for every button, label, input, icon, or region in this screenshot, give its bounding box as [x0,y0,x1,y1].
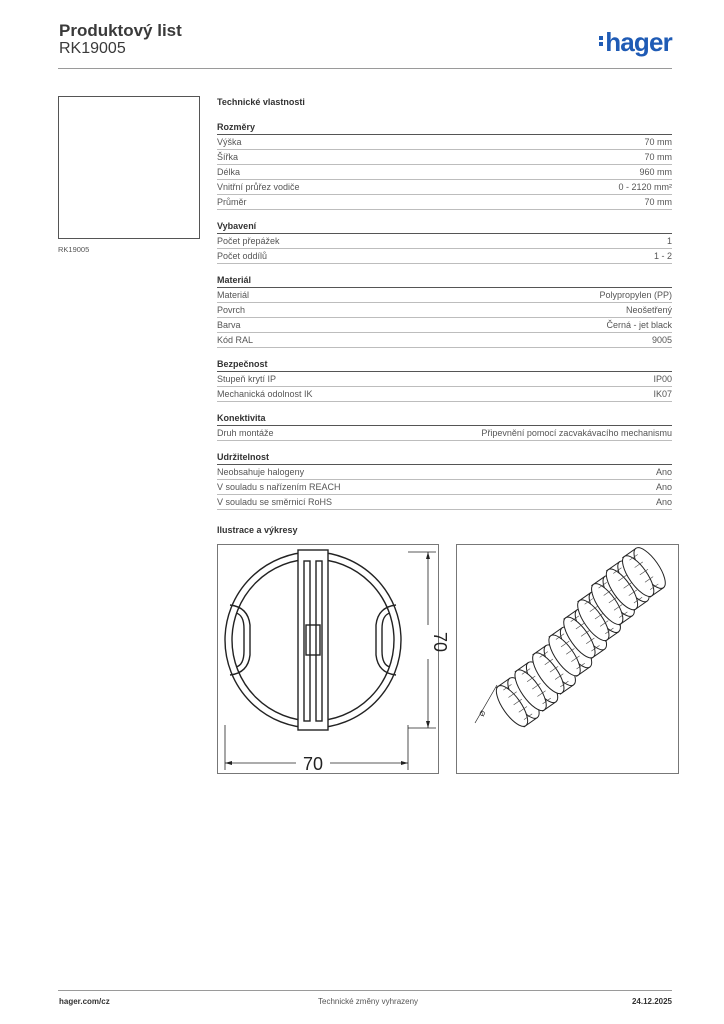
spec-group [217,220,672,264]
spec-row [217,180,672,195]
arrow-top [426,552,430,559]
spec-label: V souladu se směrnicí RoHS [217,497,333,507]
spec-label: Materiál [217,290,250,300]
spec-value: Ano [655,482,672,492]
illustrations-heading: Ilustrace a výkresy [217,525,298,535]
spec-value: 1 [666,236,672,246]
spec-value: Ano [655,497,672,507]
spec-row [217,426,672,441]
spec-label: Stupeň krytí IP [217,374,277,384]
hager-logo [599,27,672,58]
header-divider [58,68,672,69]
right-clip-inner [382,613,390,667]
dim-diameter-label: Ø [478,709,488,718]
cross-section-drawing [217,544,450,774]
arrow-right [401,761,408,765]
spec-row [217,387,672,402]
spec-row [217,165,672,180]
left-clip-inner [236,613,244,667]
photo-caption: RK19005 [58,245,90,254]
spec-row [217,195,672,210]
arrow-bottom [426,721,430,728]
spec-group-title: Bezpečnost [217,358,672,372]
spec-value: 70 mm [644,137,672,147]
spec-value: IK07 [653,389,672,399]
spec-value: 70 mm [644,197,672,207]
product-photo [58,96,200,239]
spec-label: Povrch [217,305,246,315]
spiral-perspective-drawing [456,544,679,774]
spec-row [217,288,672,303]
spec-label: Výška [217,137,242,147]
footer-divider [58,990,672,991]
spec-value: 960 mm [639,167,672,177]
spec-label: Vnitřní průřez vodiče [217,182,300,192]
spec-row [217,480,672,495]
spec-row [217,234,672,249]
footer-website[interactable]: hager.com/cz [59,997,110,1006]
spiral-svg [457,545,678,773]
footer-date: 24.12.2025 [631,997,672,1006]
spec-value: 9005 [651,335,672,345]
spec-value: Černá - jet black [606,320,672,330]
spec-label: Druh montáže [217,428,274,438]
spec-value: IP00 [653,374,672,384]
spec-row [217,318,672,333]
spec-label: Kód RAL [217,335,254,345]
spec-group-title: Udržitelnost [217,451,672,465]
spec-value: 70 mm [644,152,672,162]
spec-row [217,372,672,387]
spec-heading: Technické vlastnosti [217,97,305,107]
spec-group-title: Rozměry [217,121,672,135]
spec-label: Šířka [217,152,239,162]
spec-row [217,150,672,165]
spec-label: Počet oddílů [217,251,268,261]
cross-section-svg [218,545,450,774]
spec-value: Připevnění pomocí zacvakávacího mechanismu [481,428,672,438]
spec-value: Polypropylen (PP) [599,290,672,300]
spec-row [217,495,672,510]
spec-table [217,96,672,520]
logo-dots-icon [599,34,603,48]
spec-label: Mechanická odolnost IK [217,389,313,399]
dim-width-label: 70 [302,754,324,774]
spec-group [217,274,672,348]
spec-row [217,333,672,348]
page-title: Produktový list [59,21,182,40]
spec-value: Neošetřený [625,305,672,315]
dim-height-label: 70 [430,631,450,653]
footer-note: Technické změny vyhrazeny [318,997,419,1006]
spec-group-title: Materiál [217,274,672,288]
spec-value: Ano [655,467,672,477]
logo-text: hager [605,27,672,57]
spec-row [217,465,672,480]
divider-wall [298,550,328,730]
spec-row [217,303,672,318]
spec-group-title: Konektivita [217,412,672,426]
spec-row [217,249,672,264]
spec-label: Počet přepážek [217,236,280,246]
spec-group [217,358,672,402]
spec-group [217,121,672,210]
spec-label: V souladu s nařízením REACH [217,482,341,492]
spec-group [217,451,672,510]
dim-diameter-line [475,685,497,723]
arrow-left [225,761,232,765]
spec-group [217,412,672,441]
spec-label: Neobsahuje halogeny [217,467,305,477]
spec-group-title: Vybavení [217,220,672,234]
spec-row [217,135,672,150]
spec-value: 0 - 2120 mm² [618,182,672,192]
spec-value: 1 - 2 [653,251,672,261]
product-code: RK19005 [59,40,126,57]
spec-label: Průměr [217,197,247,207]
spec-label: Barva [217,320,241,330]
spec-label: Délka [217,167,241,177]
